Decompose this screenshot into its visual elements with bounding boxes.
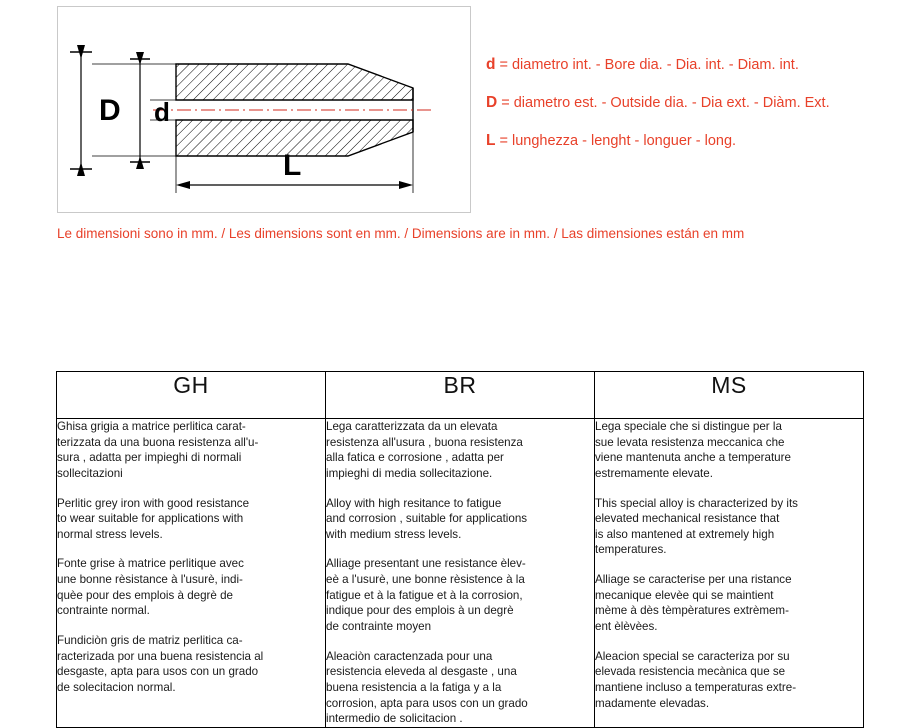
legend-text-bore-dia: = diametro int. - Bore dia. - Dia. int. - Diam. int. <box>499 57 799 73</box>
paragraph-en: Perlitic grey iron with good resistance to wear suitable for applications with normal stress levels. <box>57 496 250 541</box>
paragraph-fr: Fonte grise à matrice perlitique avec une bonne rèsistance à l'usurè, indi- quèe pour des emplois à degrè de contrainte normal. <box>57 557 244 618</box>
column-header-ms: MS <box>595 372 864 419</box>
paragraph-it: Ghisa grigia a matrice perlitica carat- terizzata da una buona resistenza all'u- sura , adatta per impieghi di normali sollecitazioni <box>57 420 259 480</box>
legend-symbol-d-lower: d <box>486 56 496 73</box>
paragraph-es: Fundiciòn gris de matriz perlitica ca- racterizada por una buena resistencia al desgaste, apta para usos con un grado de solecitacion normal. <box>57 634 264 694</box>
diagram-panel <box>57 6 471 213</box>
material-description-br <box>326 419 595 728</box>
paragraph-en: This special alloy is characterized by its elevated mechanical resistance that is also mantened at extremely high temperatures. <box>595 496 798 557</box>
legend <box>486 55 906 169</box>
legend-text-length: = lunghezza - lenght - longuer - long. <box>499 133 737 150</box>
materials-table <box>56 371 864 728</box>
table-row <box>57 419 864 728</box>
paragraph-es: Aleacion special se caracteriza por su elevada resistencia mecànica que se mantiene incluso a temperaturas extre- madamente elevadas. <box>595 649 797 710</box>
material-description-ms <box>595 419 864 728</box>
legend-text-outside-dia: = diametro est. - Outside dia. - Dia ext. - Diàm. Ext. <box>501 95 830 112</box>
column-header-gh: GH <box>57 372 326 419</box>
bushing-upper-wall <box>176 64 413 100</box>
legend-symbol-d-upper: D <box>486 94 498 112</box>
table-header-row <box>57 372 864 419</box>
length-label: L <box>283 149 302 182</box>
legend-item-bore-dia <box>486 55 906 75</box>
paragraph-it: Lega caratterizzata da un elevata resistenza all'usura , buona resistenza alla fatica e corrosione , adatta per impieghi di media sollecitazione. <box>326 420 523 480</box>
material-description-gh <box>57 419 326 728</box>
paragraph-es: Aleaciòn caractenzada pour una resistencia eleveda al desgaste , una buena resistencia a la fatiga y a la corrosion, apta para usos con un grado intermedio de solicitacion . <box>326 649 528 726</box>
paragraph-en: Alloy with high resitance to fatigue and corrosion , suitable for applications with medium stress levels. <box>326 496 528 541</box>
legend-item-length <box>486 131 906 151</box>
inner-diameter-label: d <box>154 97 170 127</box>
bushing-cross-section-drawing <box>58 7 470 212</box>
units-note: Le dimensioni sono in mm. / Les dimensions sont en mm. / Dimensions are in mm. / Las dimensiones están en mm <box>57 226 745 241</box>
column-header-br: BR <box>326 372 595 419</box>
paragraph-fr: Alliage presentant une resistance èlev- eè a l'usurè, une bonne rèsistence à la fatigue et à la fatigue et à la corrosion, indique pour des emplois à un degrè de contrainte moyen <box>326 557 526 634</box>
legend-item-outside-dia <box>486 93 906 113</box>
paragraph-fr: Alliage se caracterise per una ristance mecanique elevèe qui se maintient mème à dès tèmpèratures extrèmem- ent èlèvèes. <box>595 573 792 634</box>
legend-symbol-l: L <box>486 132 496 150</box>
outer-diameter-label: D <box>99 94 121 127</box>
paragraph-it: Lega speciale che si distingue per la sue levata resistenza meccanica che viene mantenuta anche a temperature estremamente elevate. <box>595 420 791 480</box>
